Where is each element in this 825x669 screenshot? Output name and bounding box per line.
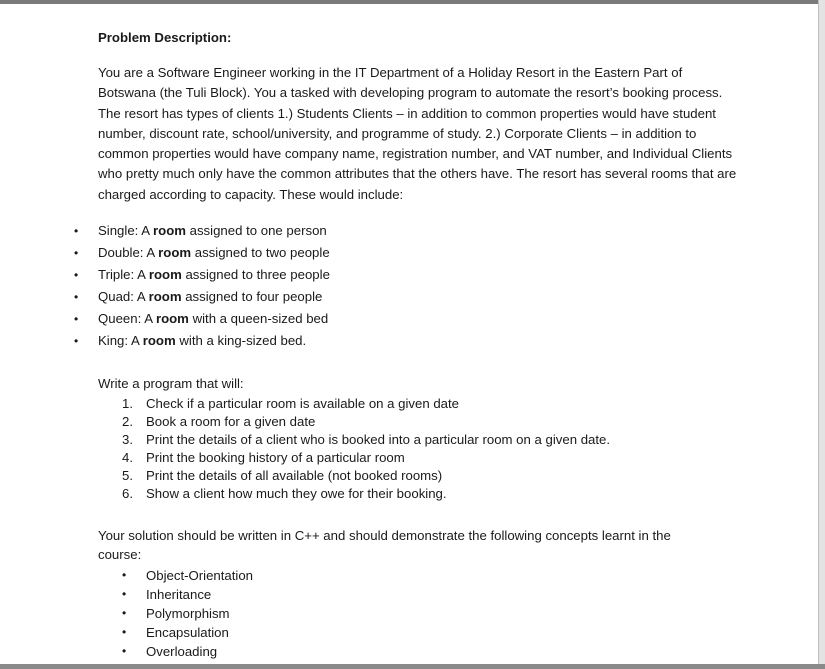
list-item: • Encapsulation	[122, 625, 229, 640]
list-item: • Polymorphism	[122, 606, 230, 621]
section-title: Problem Description:	[98, 30, 232, 45]
list-item: 6. Show a client how much they owe for their booking.	[122, 486, 447, 501]
problem-description-paragraph: You are a Software Engineer working in the IT Department of a Holiday Resort in the Eastern Part of Botswana (the Tuli Block). You a tasked with developing program to automate the resort’s booking process. The resort has types of clients 1.) Students Clients – in addition to common properties would have student number, discount rate, school/university, and programme of study. 2.) Corporate Clients – in addition to common properties would have company name, registration number, and VAT number, and Individual Clients who pretty much only have the common attributes that the others have. The resort has several rooms that are charged according to capacity. These would include:	[98, 65, 737, 202]
solution-intro: Your solution should be written in C++ and should demonstrate the following concepts learnt in the course:	[98, 528, 671, 562]
bottom-border	[0, 664, 825, 669]
bullet-icon: •	[122, 606, 127, 620]
document-page	[0, 4, 817, 664]
vertical-scrollbar[interactable]	[818, 0, 825, 669]
list-item: • Double: A room assigned to two people	[0, 242, 330, 264]
bullet-icon: •	[74, 334, 79, 348]
list-item: • Object-Orientation	[122, 568, 254, 583]
room-types-list	[0, 220, 330, 352]
bullet-icon: •	[74, 268, 79, 282]
bullet-icon: •	[122, 587, 127, 601]
list-item: • Overloading	[122, 644, 218, 659]
program-intro: Write a program that will:	[98, 376, 244, 391]
concepts-list	[0, 566, 253, 661]
list-item: • King: A room with a king-sized bed.	[0, 330, 330, 352]
list-item: 4. Print the booking history of a particular room	[122, 450, 405, 465]
bullet-icon: •	[74, 312, 79, 326]
list-item: • Queen: A room with a queen-sized bed	[0, 308, 330, 330]
list-item: 1. Check if a particular room is available on a given date	[122, 396, 460, 411]
program-steps-list	[0, 395, 610, 503]
bullet-icon: •	[122, 644, 127, 658]
list-item: • Inheritance	[122, 587, 212, 602]
list-item: • Quad: A room assigned to four people	[0, 286, 330, 308]
list-item: • Single: A room assigned to one person	[0, 220, 330, 242]
bullet-icon: •	[74, 224, 79, 238]
list-item: 2. Book a room for a given date	[122, 414, 316, 429]
bullet-icon: •	[74, 290, 79, 304]
list-item: 3. Print the details of a client who is booked into a particular room on a given date.	[122, 432, 611, 447]
bullet-icon: •	[122, 568, 127, 582]
bullet-icon: •	[122, 625, 127, 639]
list-item: 5. Print the details of all available (not booked rooms)	[122, 468, 443, 483]
bullet-icon: •	[74, 246, 79, 260]
list-item: • Triple: A room assigned to three people	[0, 264, 330, 286]
